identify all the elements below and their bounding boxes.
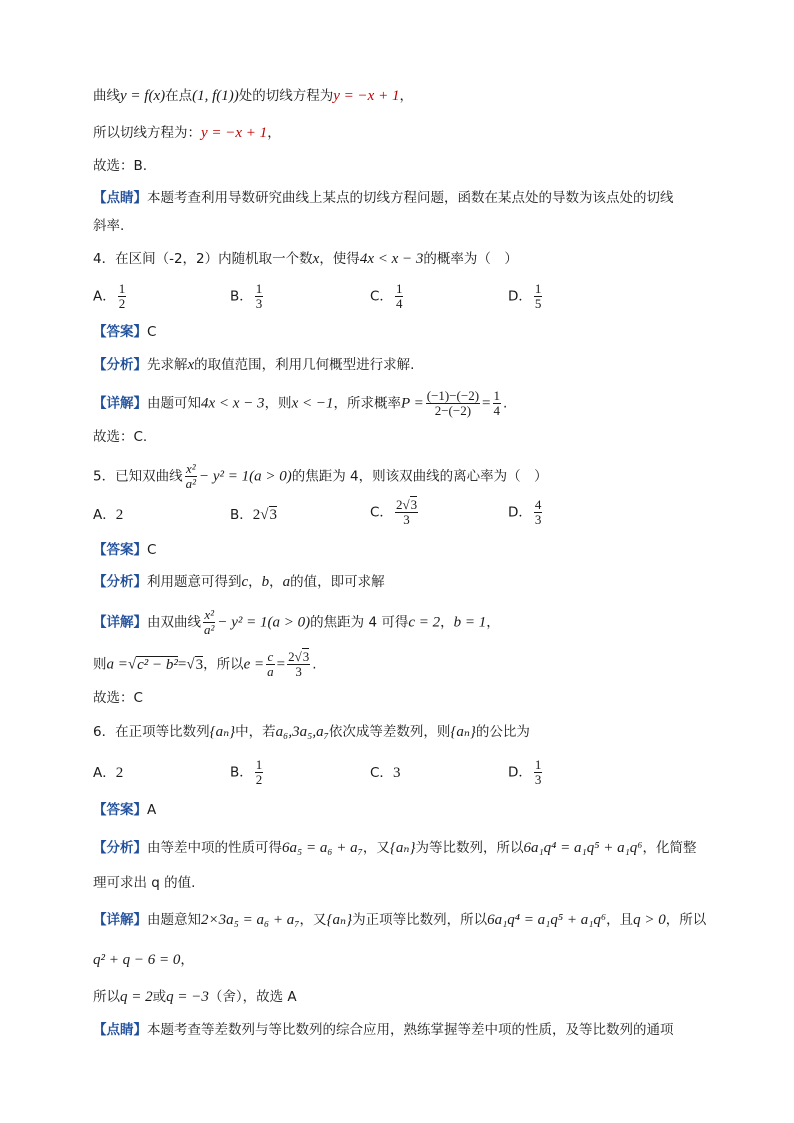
text: 由双曲线 [147, 614, 201, 631]
option-value: 2 [115, 507, 124, 523]
analysis-tag: 【分析】 [93, 840, 147, 856]
text: ，又 [362, 840, 390, 856]
math-expression: {aₙ} [326, 912, 353, 928]
numerator: 4 [534, 497, 542, 512]
option-label: B． [230, 764, 253, 781]
math-expression: y = −x + 1 [333, 88, 400, 104]
text: 中，若 [235, 724, 276, 740]
math-expression: P = [400, 395, 424, 412]
numerator: x² [204, 607, 215, 622]
coefficient: 2 [395, 497, 403, 512]
fraction [118, 282, 127, 311]
fraction [395, 282, 404, 311]
q5-answer [93, 540, 156, 560]
math-expression: 6a₁q⁴ = a₁q⁵ + a₁q⁶ [487, 912, 607, 928]
text: ，且 [606, 912, 634, 928]
numerator: 1 [255, 757, 263, 772]
q6-analysis-continuation: 理可求出 q 的值. [93, 875, 196, 891]
math-expression: = [276, 656, 286, 673]
numerator: 1 [493, 388, 501, 403]
numerator: 1 [534, 757, 542, 772]
coefficient: 2 [252, 507, 261, 523]
math-expression: c [241, 574, 249, 590]
q6-stem [93, 722, 530, 742]
math-expression: x [312, 251, 320, 267]
math-expression: = [482, 395, 491, 412]
denominator: 2 [118, 296, 126, 311]
text: ， [269, 574, 283, 590]
fraction [493, 389, 502, 418]
math-expression: q > 0 [633, 912, 666, 928]
text: 的公比为 [475, 724, 530, 740]
radicand: c² − b² [137, 656, 178, 673]
text: ，所求概率 [333, 395, 401, 412]
text: 曲线 [93, 88, 120, 104]
numerator: x² [185, 461, 196, 476]
answer-tag: 【答案】 [93, 802, 147, 818]
denominator: 5 [534, 296, 542, 311]
text: 6．在正项等比数列 [93, 724, 210, 740]
answer-value: C [147, 324, 157, 340]
denominator: a [267, 664, 274, 679]
q6-option-c [370, 763, 400, 783]
text: ，使得 [319, 251, 360, 267]
q5-analysis [93, 572, 385, 592]
text: 的概率为（ ） [423, 251, 518, 267]
q5-detail [93, 608, 500, 637]
math-expression: 4x < x − 3 [201, 395, 265, 412]
q6-equation [93, 950, 194, 970]
analysis-tag: 【分析】 [93, 574, 147, 590]
math-expression: {aₙ} [450, 724, 476, 740]
answer-value: C [147, 542, 157, 558]
text: 的取值范围，利用几何概型进行求解. [194, 357, 415, 373]
numerator: 1 [118, 281, 126, 296]
text: 依次成等差数列，则 [328, 724, 451, 740]
comment-continuation: 斜率. [93, 218, 125, 234]
math-expression: − y² = 1(a > 0) [217, 614, 311, 631]
text: ，化简整 [642, 840, 697, 856]
q5-option-c [370, 498, 420, 527]
comment-tag: 【点睛】 [93, 190, 147, 206]
numerator: 1 [395, 281, 403, 296]
radicand: 3 [195, 656, 204, 673]
denominator: 3 [295, 664, 302, 679]
q6-answer [93, 800, 156, 820]
answer-tag: 【答案】 [93, 324, 147, 340]
denominator: 2 [255, 772, 263, 787]
text: 所以切线方程为： [93, 125, 201, 141]
text: 本题考查等差数列与等比数列的综合应用，熟练掌握等差中项的性质，及等比数列的通项 [147, 1022, 674, 1038]
text: ，所以 [665, 912, 707, 928]
denominator: 3 [534, 512, 542, 527]
text: 为等比数列，所以 [415, 840, 524, 856]
numerator: 1 [534, 281, 542, 296]
fraction [534, 498, 543, 527]
fraction [534, 282, 543, 311]
math-expression: a₆,3a₅,a₇ [275, 724, 329, 740]
denominator: a² [185, 476, 196, 491]
coefficient: 2 [288, 649, 295, 664]
analysis-tag: 【分析】 [93, 357, 147, 373]
denominator: a² [204, 622, 215, 637]
detail-tag: 【详解】 [93, 395, 147, 412]
q4-option-a [93, 282, 128, 311]
q6-option-b [230, 758, 265, 787]
text: 本题考查利用导数研究曲线上某点的切线方程问题，函数在某点处的导数为该点处的切线 [147, 190, 674, 206]
radicand: 3 [302, 649, 310, 664]
text: ，则 [264, 395, 292, 412]
fraction [255, 282, 264, 311]
text: 的焦距为 4 可得 [310, 614, 409, 631]
text: 由等差中项的性质可得 [147, 840, 282, 856]
option-label: D． [508, 764, 532, 781]
q4-analysis [93, 355, 414, 375]
option-label: A． [93, 507, 116, 523]
q4-option-b [230, 282, 265, 311]
math-expression: {aₙ} [209, 724, 236, 740]
math-expression: 2×3a₅ = a₆ + a₇ [201, 912, 300, 928]
fraction [255, 758, 264, 787]
text: 利用题意可得到 [147, 574, 242, 590]
option-label: A． [93, 288, 116, 305]
denominator: 3 [534, 772, 542, 787]
math-expression: q = 2 [120, 989, 153, 1005]
math-expression: 4x < x − 3 [359, 251, 424, 267]
q5-option-a [93, 505, 123, 525]
option-label: B． [230, 288, 253, 305]
text: 由题意知 [147, 912, 201, 928]
text: 4．在区间（-2，2）内随机取一个数 [93, 251, 313, 267]
text: ， [180, 952, 194, 968]
math-expression: x < −1 [291, 395, 334, 412]
text: 所以 [93, 989, 120, 1005]
fraction [287, 650, 310, 679]
fraction [203, 608, 215, 637]
sqrt-symbol: √ [260, 507, 269, 523]
numerator: c [267, 649, 274, 664]
tangent-line-statement [93, 86, 413, 106]
comment-line [93, 188, 674, 208]
option-label: D． [508, 288, 532, 305]
q5-option-b [230, 505, 277, 525]
math-expression: − y² = 1(a > 0) [199, 468, 292, 485]
text: ， [399, 88, 413, 104]
math-expression: = [177, 656, 187, 673]
fraction [266, 650, 275, 679]
q4-stem [93, 249, 518, 269]
math-expression: e = [243, 656, 265, 673]
math-expression: 6a₅ = a₆ + a₇ [282, 840, 363, 856]
q4-answer [93, 322, 156, 342]
denominator: 3 [255, 296, 263, 311]
fraction [534, 758, 543, 787]
option-value: 3 [392, 765, 401, 781]
denominator: 3 [403, 512, 410, 527]
q5-choose: 故选：C [93, 690, 143, 706]
q4-detail [93, 389, 507, 418]
math-expression: b = 1 [453, 614, 487, 631]
q5-option-d [508, 498, 544, 527]
text: 为正项等比数列，所以 [352, 912, 488, 928]
text: ，又 [299, 912, 327, 928]
option-label: C． [370, 765, 393, 781]
math-expression: q = −3 [166, 989, 209, 1005]
q6-comment [93, 1020, 674, 1040]
text: 则 [93, 656, 107, 673]
text: ， [486, 614, 500, 631]
text: ，所以 [203, 656, 244, 673]
math-expression: y = f(x) [120, 88, 166, 104]
numerator: 1 [255, 281, 263, 296]
radicand: 3 [269, 507, 277, 523]
text: 先求解 [147, 357, 188, 373]
q4-option-c [370, 282, 405, 311]
math-expression: {aₙ} [389, 840, 416, 856]
numerator: (−1)−(−2) [426, 388, 480, 403]
fraction [426, 389, 480, 418]
detail-tag: 【详解】 [93, 912, 147, 928]
math-expression: c = 2 [408, 614, 441, 631]
math-expression: b [261, 574, 270, 590]
numerator: 2√3 [288, 649, 310, 664]
text: ， [440, 614, 454, 631]
fraction [185, 462, 197, 491]
math-expression: a = [106, 656, 128, 673]
math-expression: a [282, 574, 291, 590]
text: 或 [152, 989, 167, 1005]
choice-line: 故选：B. [93, 158, 148, 174]
q6-detail [93, 910, 706, 930]
math-expression: q² + q − 6 = 0 [93, 952, 181, 968]
q6-option-a [93, 763, 123, 783]
text: . [312, 656, 317, 673]
q6-conclusion [93, 987, 297, 1007]
comment-tag: 【点睛】 [93, 1022, 147, 1038]
answer-value: A [147, 802, 157, 818]
sqrt-symbol: √ [186, 656, 195, 673]
math-expression: y = −x + 1 [201, 125, 268, 141]
text: 的焦距为 4，则该双曲线的离心率为（ ） [291, 468, 548, 485]
tangent-conclusion [93, 123, 281, 143]
q5-eccentricity-line [93, 650, 317, 679]
math-expression: (1, f(1)) [192, 88, 239, 104]
text: . [503, 395, 508, 412]
math-expression: x [187, 357, 195, 373]
text: ， [267, 125, 281, 141]
text: （舍），故选 A [208, 989, 297, 1005]
text: 在点 [165, 88, 193, 104]
option-label: C． [370, 504, 393, 521]
q5-stem [93, 462, 548, 491]
q6-option-d [508, 758, 544, 787]
fraction [395, 498, 418, 527]
option-label: D． [508, 504, 532, 521]
text: 5．已知双曲线 [93, 468, 183, 485]
detail-tag: 【详解】 [93, 614, 147, 631]
option-label: A． [93, 765, 116, 781]
numerator: 2√3 [395, 497, 418, 512]
answer-tag: 【答案】 [93, 542, 147, 558]
denominator: 2−(−2) [434, 403, 472, 418]
text: 的值，即可求解 [290, 574, 385, 590]
sqrt-symbol: √ [127, 656, 137, 673]
text: ， [248, 574, 262, 590]
option-label: B． [230, 507, 253, 523]
q4-option-d [508, 282, 544, 311]
text: 处的切线方程为 [238, 88, 334, 104]
radicand: 3 [410, 497, 418, 512]
option-label: C． [370, 288, 393, 305]
denominator: 4 [493, 403, 501, 418]
option-value: 2 [115, 765, 124, 781]
q4-choose: 故选：C. [93, 429, 148, 445]
text: 由题可知 [147, 395, 201, 412]
q6-analysis [93, 838, 697, 858]
denominator: 4 [395, 296, 403, 311]
math-expression: 6a₁q⁴ = a₁q⁵ + a₁q⁶ [523, 840, 643, 856]
